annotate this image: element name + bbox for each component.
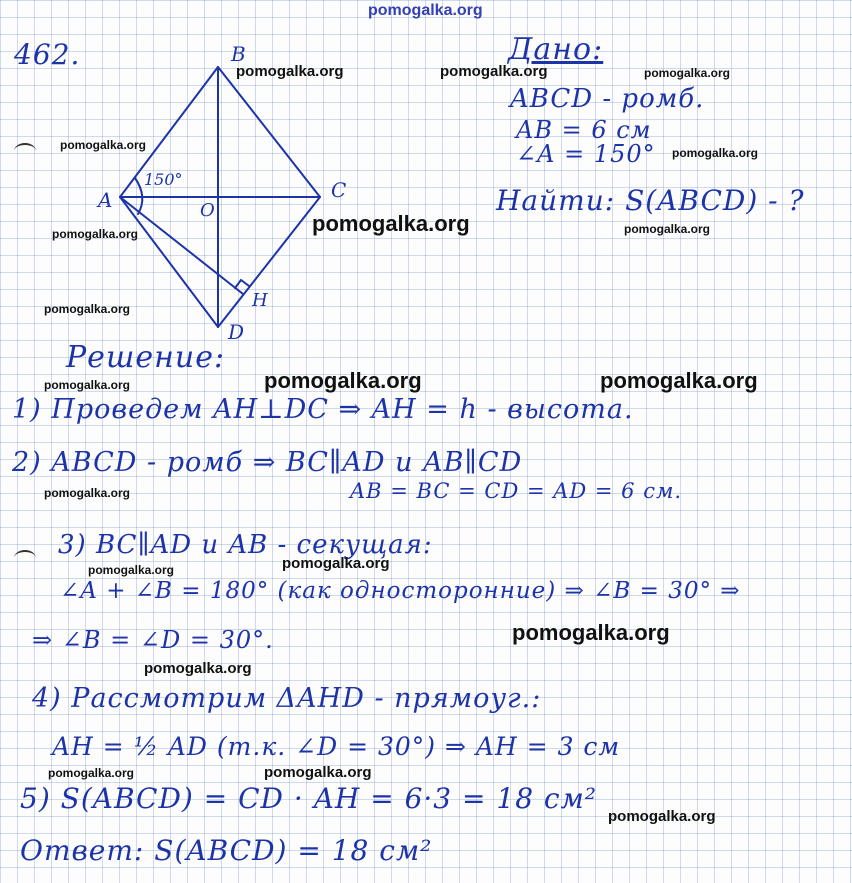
label-vertex-b: B — [231, 42, 246, 66]
watermark: pomogalka.org — [440, 63, 548, 80]
side-cd — [218, 197, 320, 327]
side-bc — [218, 67, 320, 197]
watermark: pomogalka.org — [672, 146, 759, 160]
right-angle-mark-h — [235, 280, 249, 288]
watermark: pomogalka.org — [144, 660, 252, 677]
given-line-side: AB = 6 см — [516, 116, 652, 144]
label-vertex-d: D — [228, 320, 245, 344]
label-vertex-a: A — [98, 188, 113, 212]
watermark-top: pomogalka.org — [368, 2, 483, 19]
watermark: pomogalka.org — [60, 138, 147, 152]
given-line-angle: ∠A = 150° — [516, 140, 656, 168]
given-heading: Дано: — [508, 32, 604, 67]
given-line-rhombus: ABCD - ромб. — [510, 84, 705, 114]
solution-step-2: 2) ABCD - ромб ⇒ BC∥AD и AB∥CD — [12, 447, 523, 478]
answer-line: Ответ: S(ABCD) = 18 см² — [20, 834, 433, 867]
watermark: pomogalka.org — [264, 368, 422, 393]
solution-step-3-result: ⇒ ∠B = ∠D = 30°. — [32, 626, 274, 654]
label-angle-a: 150° — [144, 170, 183, 189]
watermark: pomogalka.org — [48, 766, 135, 780]
watermark: pomogalka.org — [236, 63, 344, 80]
watermark: pomogalka.org — [264, 764, 372, 781]
watermark: pomogalka.org — [600, 368, 758, 393]
label-foot-h: H — [252, 290, 268, 311]
find-line: Найти: S(ABCD) - ? — [496, 184, 805, 217]
watermark: pomogalka.org — [44, 486, 131, 500]
solution-step-3-angles: ∠A + ∠B = 180° (как односторонние) ⇒ ∠B = 30° ⇒ — [60, 578, 741, 604]
solution-step-4-height: AH = ½ AD (т.к. ∠D = 30°) ⇒ AH = 3 см — [52, 732, 621, 761]
watermark: pomogalka.org — [52, 227, 139, 241]
problem-number: 462. — [14, 38, 81, 71]
watermark: pomogalka.org — [282, 555, 390, 572]
watermark: pomogalka.org — [44, 302, 131, 316]
solution-step-4: 4) Рассмотрим ΔAHD - прямоуг.: — [32, 683, 542, 714]
watermark: pomogalka.org — [608, 808, 716, 825]
watermark: pomogalka.org — [644, 66, 731, 80]
label-center-o: O — [200, 200, 215, 221]
watermark: pomogalka.org — [88, 563, 175, 577]
solution-step-2-sides: AB = BC = CD = AD = 6 см. — [350, 479, 683, 503]
watermark: pomogalka.org — [624, 222, 711, 236]
solution-heading: Решение: — [66, 340, 226, 375]
solution-step-3: 3) BC∥AD и AB - секущая: — [58, 530, 433, 560]
watermark: pomogalka.org — [44, 378, 131, 392]
solution-step-5: 5) S(ABCD) = CD · AH = 6·3 = 18 см² — [20, 782, 598, 815]
solution-step-1: 1) Проведем AH⊥DC ⇒ AH = h - высота. — [12, 394, 634, 425]
label-vertex-c: C — [331, 178, 347, 202]
watermark: pomogalka.org — [312, 211, 470, 236]
watermark: pomogalka.org — [512, 620, 670, 645]
